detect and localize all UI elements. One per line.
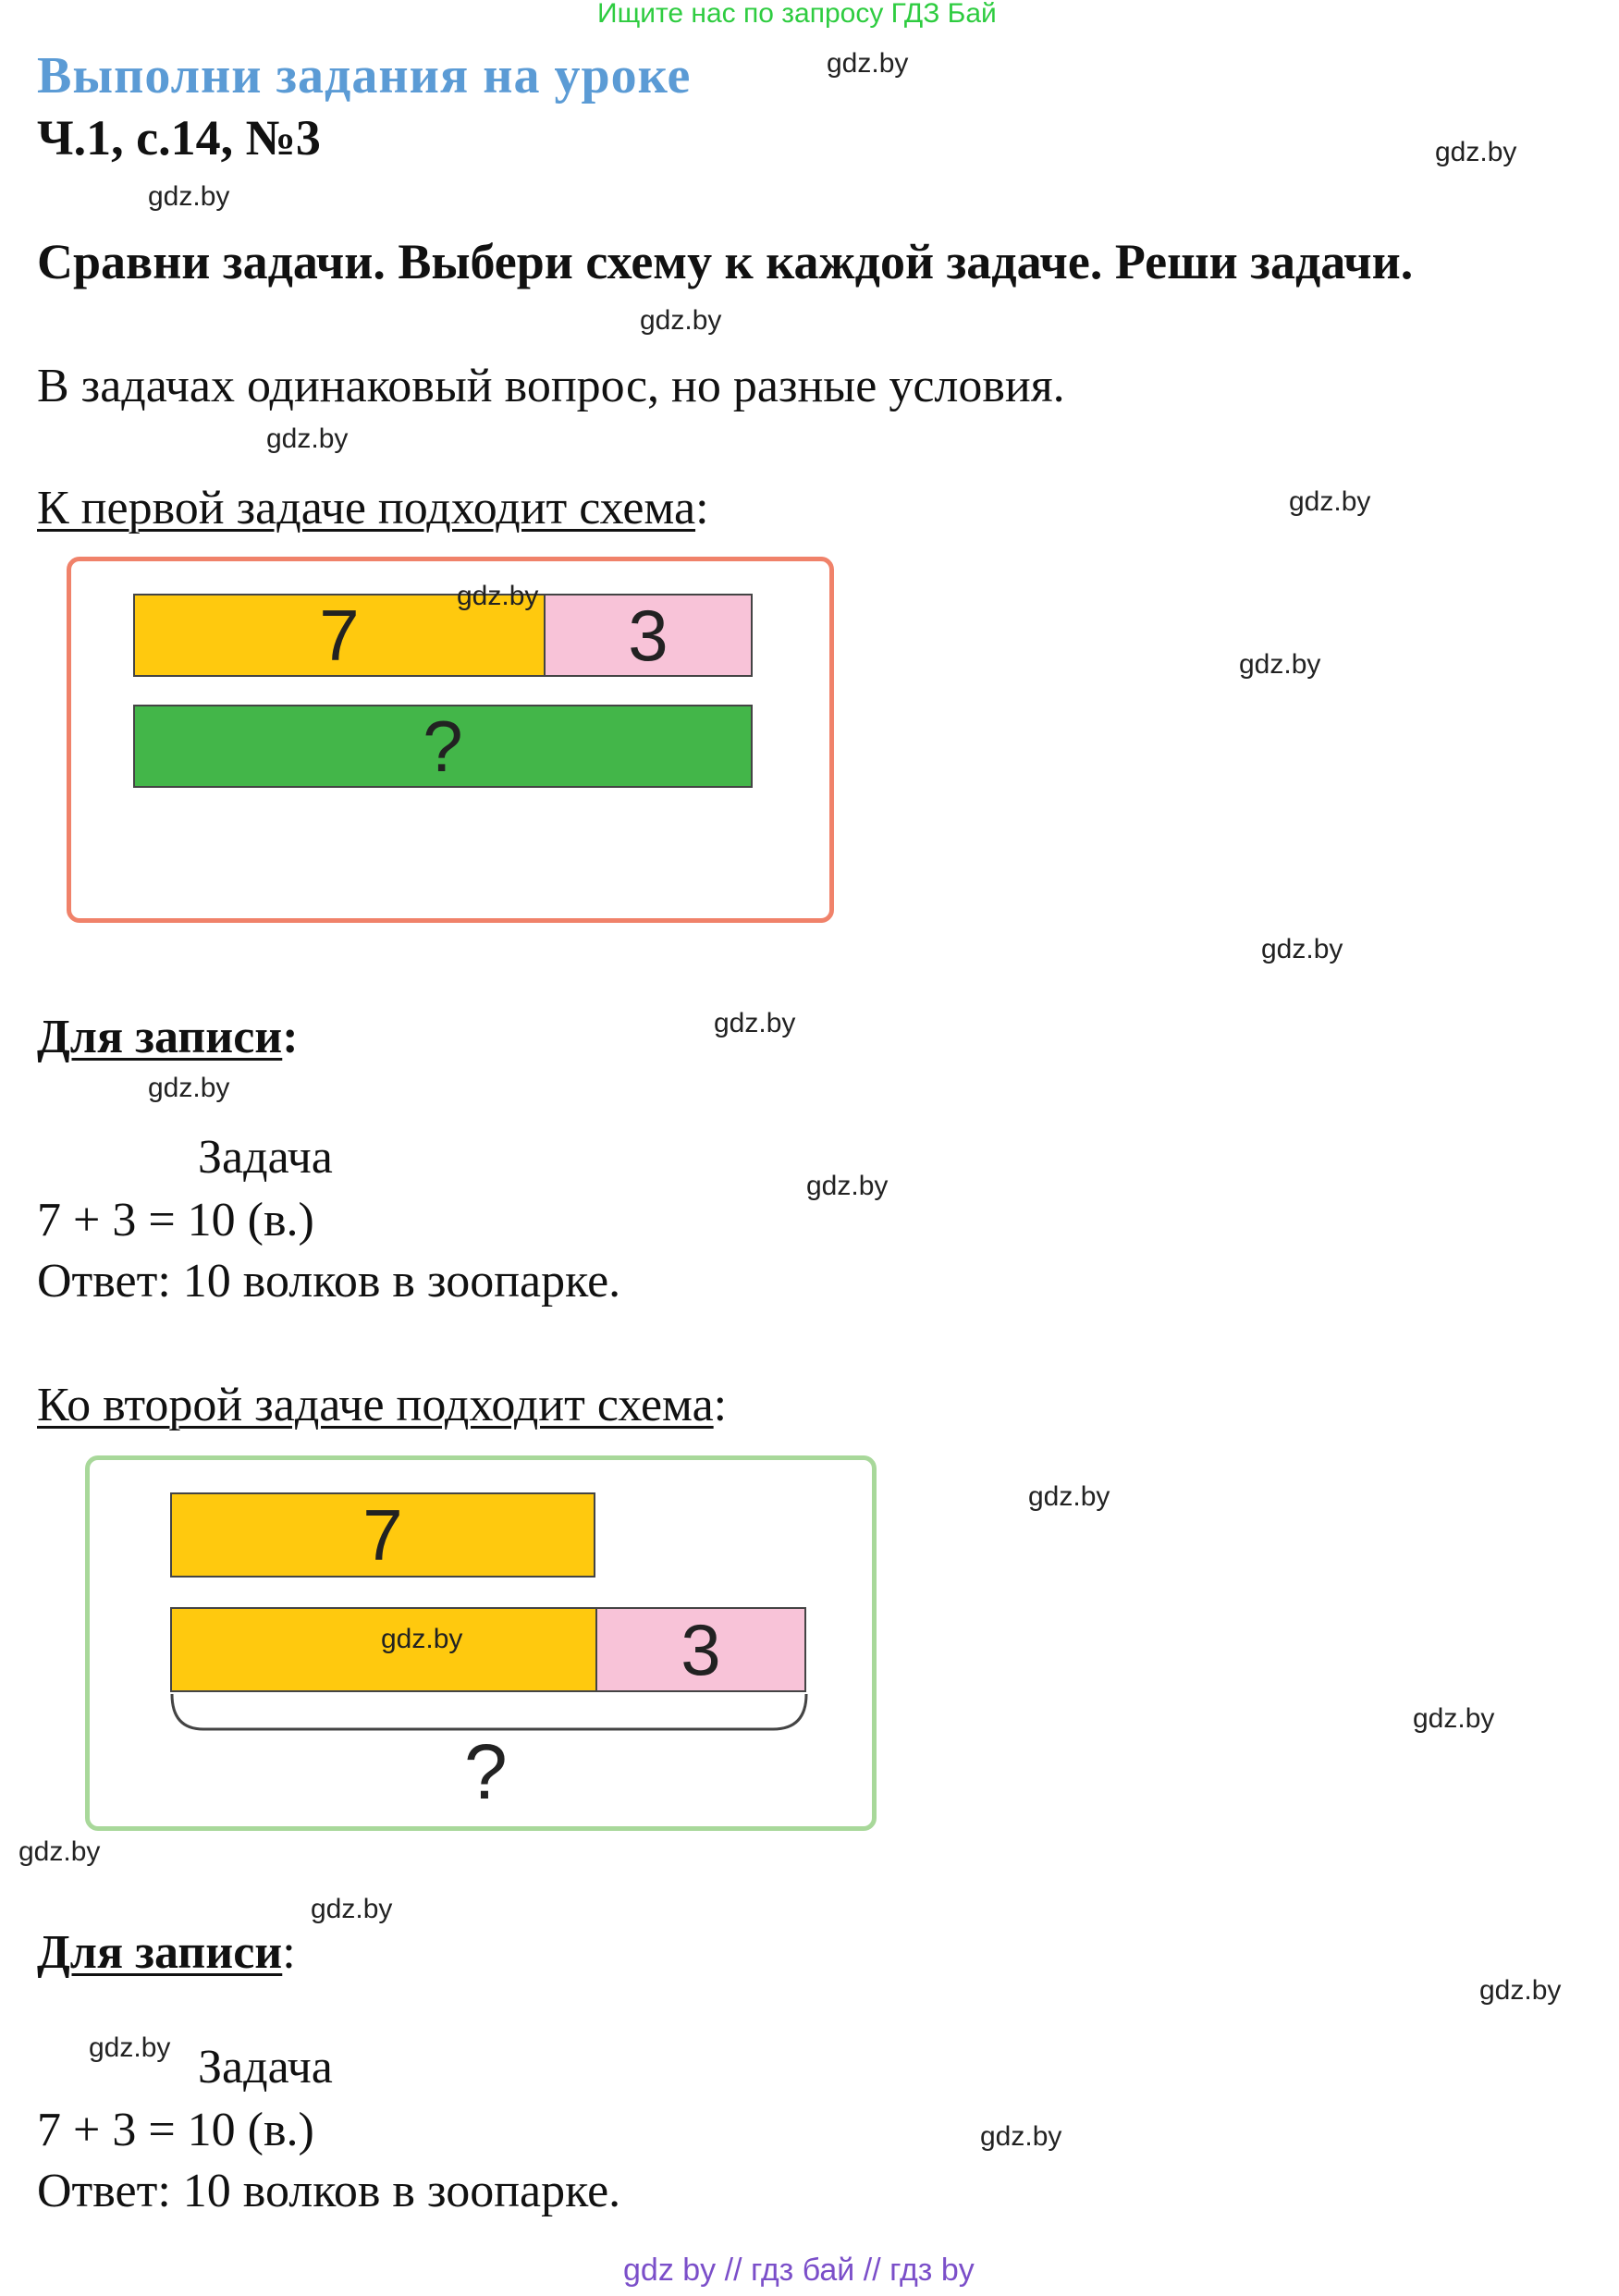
task-instruction: Сравни задачи. Выбери схему к каждой задаче. Реши задачи. — [37, 234, 1414, 289]
scheme2-colon: : — [713, 1379, 728, 1431]
section-title: Выполни задания на уроке — [37, 47, 692, 104]
scheme2-heading — [37, 1378, 727, 1432]
watermark: gdz.by — [1435, 137, 1517, 167]
watermark: gdz.by — [1261, 934, 1343, 964]
scheme1-heading — [37, 481, 709, 535]
watermark: gdz.by — [827, 48, 909, 79]
record2-equation: 7 + 3 = 10 (в.) — [37, 2104, 314, 2156]
intro-text: В задачах одинаковый вопрос, но разные условия. — [37, 360, 1065, 412]
watermark: gdz.by — [148, 1073, 230, 1103]
scheme1-question: ? — [423, 705, 463, 787]
scheme2-heading-text: Ко второй задаче подходит схема — [37, 1379, 714, 1431]
record1-answer: Ответ: 10 волков в зоопарке. — [37, 1255, 621, 1308]
scheme1-value-3: 3 — [628, 594, 668, 676]
top-search-link[interactable]: Ищите нас по запросу ГДЗ Бай — [597, 0, 997, 29]
scheme1-bar-pink — [544, 594, 753, 677]
scheme1-bar-green — [133, 705, 753, 788]
watermark: gdz.by — [148, 181, 230, 212]
footer-links[interactable]: gdz by // гдз бай // гдз by — [623, 2253, 975, 2288]
watermark: gdz.by — [457, 581, 539, 611]
watermark: gdz.by — [1479, 1975, 1562, 2006]
watermark: gdz.by — [806, 1171, 889, 1201]
watermark: gdz.by — [980, 2121, 1062, 2152]
record2-answer: Ответ: 10 волков в зоопарке. — [37, 2165, 621, 2217]
scheme2-bar-bottom-pink — [595, 1607, 806, 1692]
scheme2-bar-top — [170, 1492, 595, 1578]
record2-heading-text: Для записи — [37, 1926, 283, 1979]
watermark: gdz.by — [18, 1836, 101, 1867]
record2-heading — [37, 1925, 296, 1980]
record1-label: Задача — [198, 1131, 333, 1184]
scheme1-colon: : — [695, 482, 709, 534]
record2-colon: : — [282, 1926, 296, 1979]
watermark: gdz.by — [266, 424, 349, 454]
watermark: gdz.by — [714, 1008, 796, 1038]
watermark: gdz.by — [1239, 649, 1321, 680]
scheme2-value-7: 7 — [362, 1493, 403, 1576]
watermark: gdz.by — [1413, 1703, 1495, 1734]
watermark: gdz.by — [89, 2032, 171, 2063]
scheme2-value-3: 3 — [681, 1608, 721, 1690]
record1-colon: : — [282, 1011, 299, 1063]
watermark: gdz.by — [640, 305, 722, 336]
scheme1-value-7: 7 — [319, 594, 360, 676]
scheme1-heading-text: К первой задаче подходит схема — [37, 482, 696, 534]
record1-heading — [37, 1010, 299, 1064]
record2-label: Задача — [198, 2041, 333, 2093]
watermark: gdz.by — [311, 1894, 393, 1924]
watermark: gdz.by — [381, 1624, 463, 1654]
watermark: gdz.by — [1028, 1481, 1110, 1512]
record1-equation: 7 + 3 = 10 (в.) — [37, 1194, 314, 1246]
record1-heading-text: Для записи — [37, 1011, 283, 1063]
scheme2-question: ? — [464, 1728, 508, 1815]
exercise-reference: Ч.1, с.14, №3 — [37, 110, 321, 166]
watermark: gdz.by — [1289, 486, 1371, 517]
